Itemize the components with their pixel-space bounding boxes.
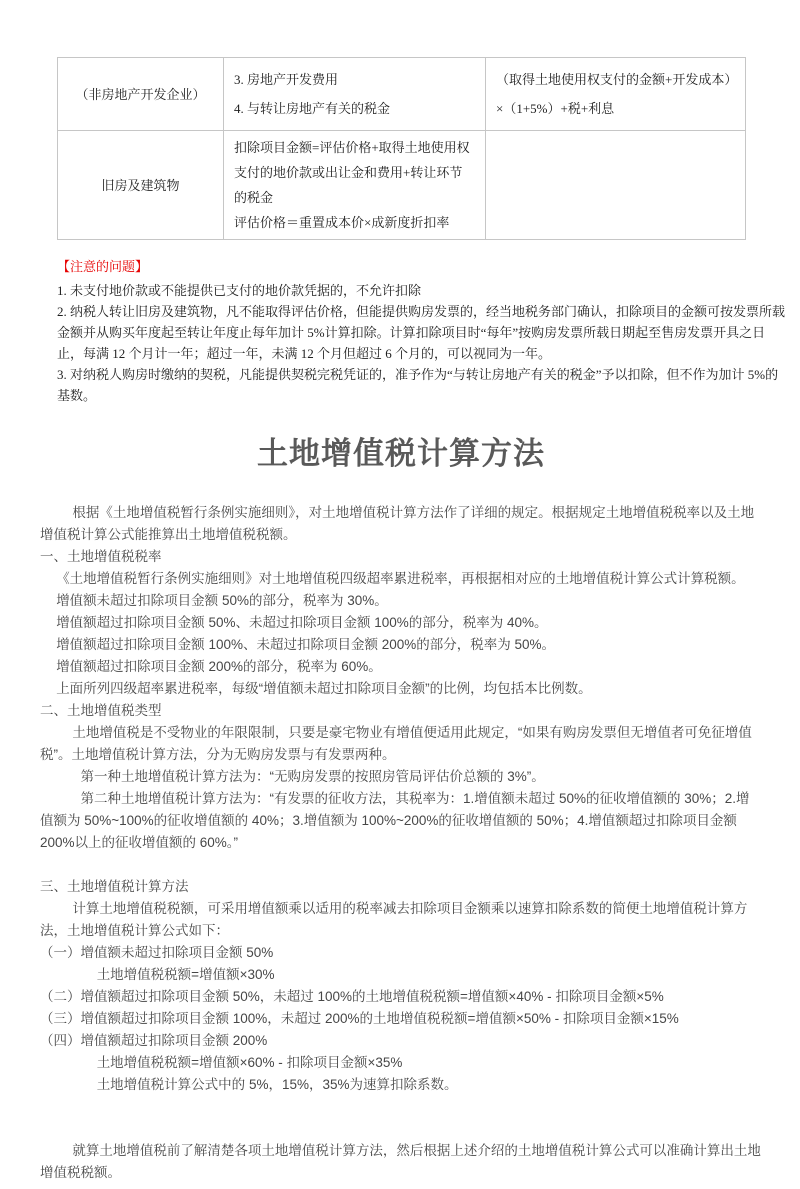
article-paragraph: 一、土地增值税税率 bbox=[40, 549, 162, 564]
article-paragraph: 土地增值税税额=增值额×60% - 扣除项目金额×35% bbox=[96, 1055, 403, 1070]
article-paragraph: 土地增值税是不受物业的年限限制，只要是豪宅物业有增值便适用此规定，“如果有购房发票但无增值者可免征增值税”。土地增值税计算方法，分为无购房发票与有发票两种。 bbox=[40, 725, 752, 762]
article-paragraph: 第一种土地增值税计算方法为：“无购房发票的按照房管局评估价总额的 3%”。 bbox=[80, 769, 545, 784]
cell-line: 扣除项目金额=评估价格+取得土地使用权支付的地价款或出让金和费用+转让环节的税金 bbox=[234, 140, 470, 205]
article-paragraph: 计算土地增值税税额，可采用增值额乘以适用的税率减去扣除项目金额乘以速算扣除系数的简便土地增值税计算方法，土地增值税计算公式如下： bbox=[40, 901, 748, 938]
article-paragraph: （三）增值额超过扣除项目金额 100%，未超过 200%的土地增值税税额=增值额×50% - 扣除项目金额×15% bbox=[40, 1011, 679, 1026]
article-paragraph: 三、土地增值税计算方法 bbox=[40, 879, 189, 894]
article-paragraph: 就算土地增值税前了解清楚各项土地增值税计算方法，然后根据上述介绍的土地增值税计算公式可以准确计算出土地增值税税额。 bbox=[40, 1143, 761, 1180]
cell-line: 评估价格＝重置成本价×成新度折扣率 bbox=[234, 215, 450, 230]
article bbox=[40, 436, 762, 1184]
table-cell-formula bbox=[486, 131, 746, 240]
article-paragraph: 二、土地增值税类型 bbox=[40, 703, 162, 718]
article-paragraph: 上面所列四级超率累进税率，每级“增值额未超过扣除项目金额”的比例，均包括本比例数。 bbox=[56, 681, 592, 696]
article-paragraph: 土地增值税计算公式中的 5%，15%，35%为速算扣除系数。 bbox=[96, 1077, 458, 1092]
article-paragraph: 土地增值税税额=增值额×30% bbox=[96, 967, 275, 982]
notice-item: 1. 未支付地价款或不能提供已支付的地价款凭据的，不允许扣除 bbox=[57, 283, 422, 298]
article-paragraph: 根据《土地增值税暂行条例实施细则》，对土地增值税计算方法作了详细的规定。根据规定土地增值税税率以及土地增值税计算公式能推算出土地增值税税额。 bbox=[40, 505, 755, 542]
table-cell-deduction-items bbox=[224, 58, 486, 131]
table-cell-formula bbox=[486, 58, 746, 131]
article-paragraph: 第二种土地增值税计算方法为：“有发票的征收方法，其税率为：1.增值额未超过 50%的征收增值额的 30%；2.增值额为 50%~100%的征收增值额的 40%；3.增值额为 100%~200%的征收增值额的 50%；4.增值额超过扣除项目金额 200%以上的征收增值额的 60%。” bbox=[40, 791, 750, 850]
table-row-old-buildings bbox=[58, 131, 746, 240]
cell-line: 4. 与转让房地产有关的税金 bbox=[234, 101, 391, 116]
table-cell-taxpayer-type: 旧房及建筑物 bbox=[58, 131, 224, 240]
notice-item: 2. 纳税人转让旧房及建筑物，凡不能取得评估价格，但能提供购房发票的，经当地税务部门确认，扣除项目的金额可按发票所载金额并从购买年度起至转让年度止每年加计 5%计算扣除。计算扣除项目时“每年”按购房发票所载日期起至售房发票开具之日止，每满 12 个月计一年；超过一年，未满 12 个月但超过 6 个月的，可以视同为一年。 bbox=[57, 304, 786, 361]
cell-line: （取得土地使用权支付的金额+开发成本） bbox=[496, 72, 738, 87]
article-paragraph: （四）增值额超过扣除项目金额 200% bbox=[40, 1033, 268, 1048]
notice-item: 3. 对纳税人购房时缴纳的契税，凡能提供契税完税凭证的，准予作为“与转让房地产有关的税金”予以扣除，但不作为加计 5%的基数。 bbox=[57, 367, 779, 403]
cell-line: 3. 房地产开发费用 bbox=[234, 72, 339, 87]
paragraph-spacer bbox=[40, 854, 762, 876]
notice-list bbox=[57, 280, 790, 406]
table-row-non-real-estate bbox=[58, 58, 746, 131]
table-cell-taxpayer-type: （非房地产开发企业） bbox=[58, 58, 224, 131]
article-paragraph: 《土地增值税暂行条例实施细则》对土地增值税四级超率累进税率，再根据相对应的土地增值税计算公式计算税额。 bbox=[56, 571, 745, 586]
article-paragraph: （二）增值额超过扣除项目金额 50%，未超过 100%的土地增值税税额=增值额×40% - 扣除项目金额×5% bbox=[40, 989, 664, 1004]
article-paragraph: 增值额超过扣除项目金额 200%的部分，税率为 60%。 bbox=[56, 659, 382, 674]
article-title: 土地增值税计算方法 bbox=[257, 436, 545, 471]
notice-section bbox=[57, 256, 790, 406]
article-paragraph: 增值额超过扣除项目金额 50%、未超过扣除项目金额 100%的部分，税率为 40%。 bbox=[56, 615, 548, 630]
paragraph-spacer bbox=[40, 1096, 762, 1140]
cell-line: ×（1+5%）+税+利息 bbox=[496, 101, 615, 116]
article-paragraph: 增值额超过扣除项目金额 100%、未超过扣除项目金额 200%的部分，税率为 50%。 bbox=[56, 637, 556, 652]
article-paragraph: 增值额未超过扣除项目金额 50%的部分，税率为 30%。 bbox=[56, 593, 388, 608]
notice-heading: 【注意的问题】 bbox=[57, 259, 149, 274]
top-section bbox=[57, 57, 790, 406]
article-body bbox=[40, 502, 762, 1184]
table-cell-deduction-items bbox=[224, 131, 486, 240]
deduction-table bbox=[57, 57, 746, 240]
article-paragraph: （一）增值额未超过扣除项目金额 50% bbox=[40, 945, 274, 960]
